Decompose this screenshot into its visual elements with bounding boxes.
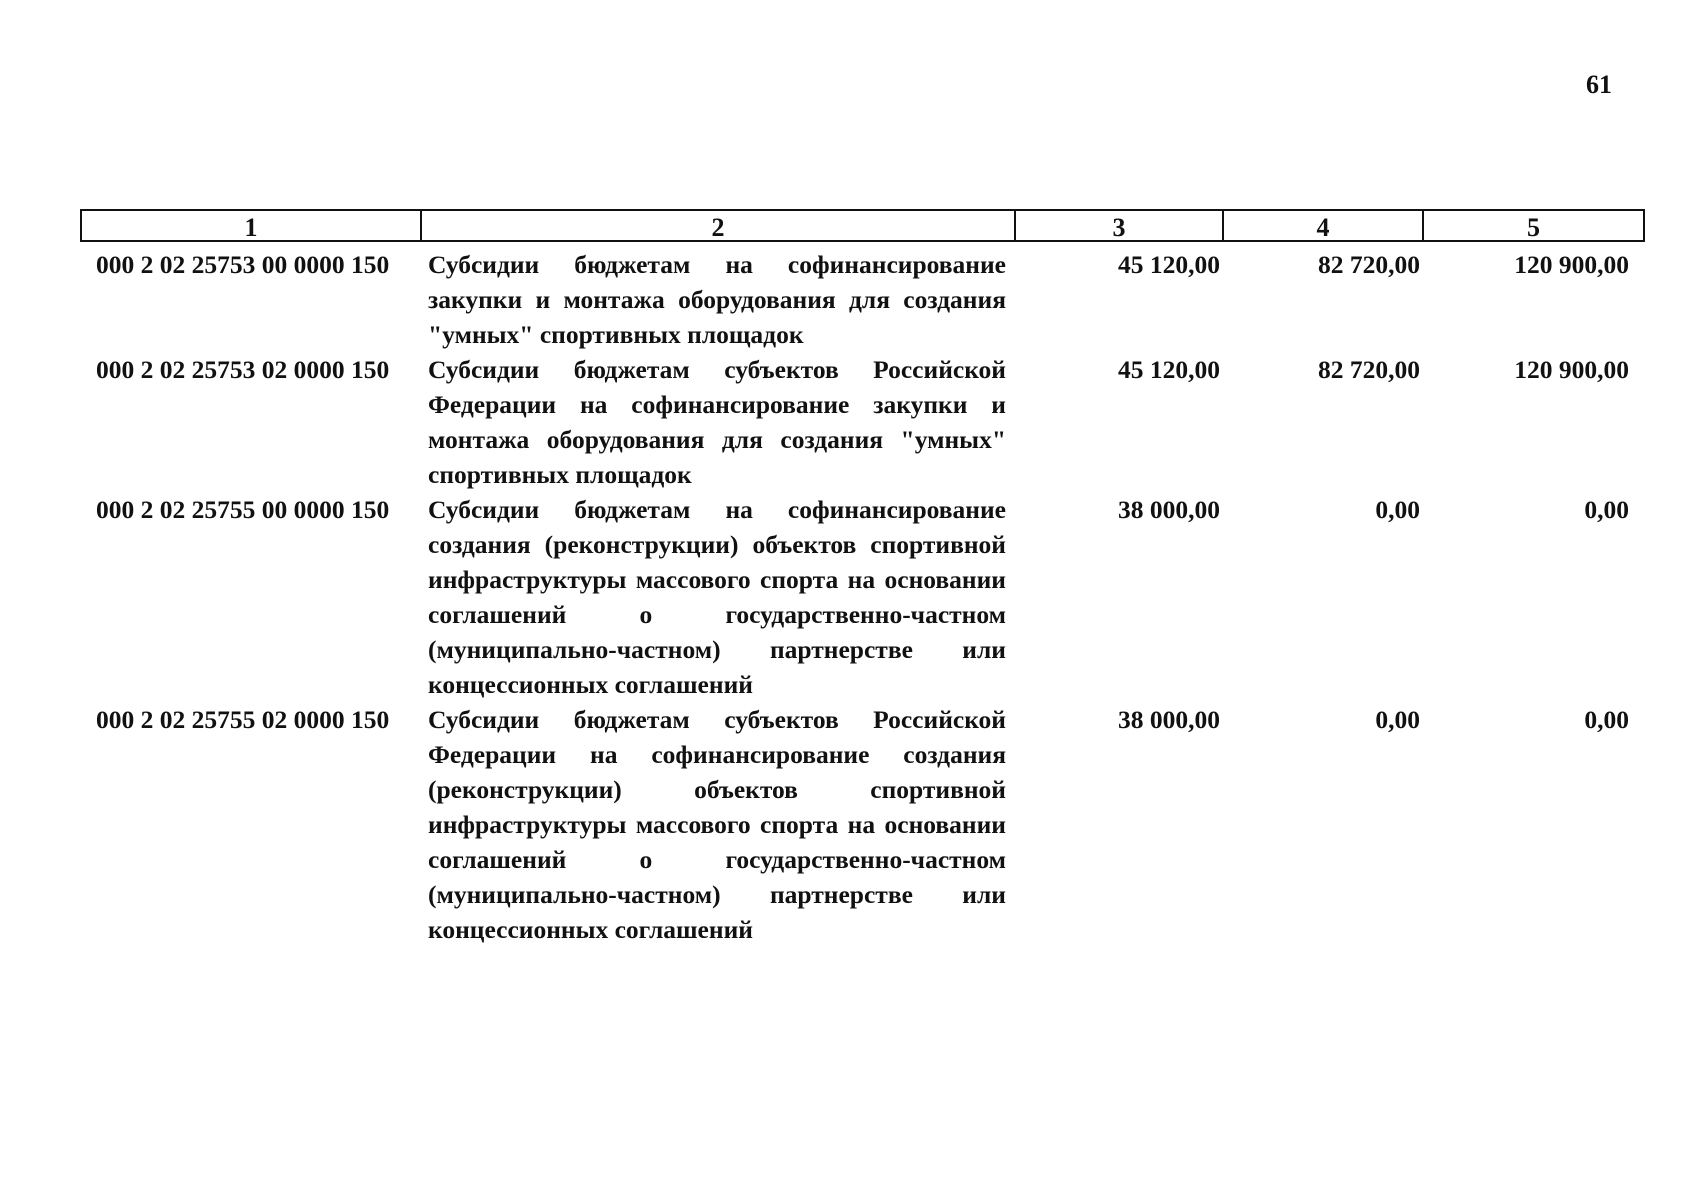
item-description: Субсидии бюджетам на софинансирование закупки и монтажа оборудования для создания "умных" спортивных площадок (428, 250, 1006, 349)
column-header-5: 5 (1527, 213, 1540, 242)
value-column-4: 82 720,00 (1318, 250, 1420, 279)
column-header-3: 3 (1016, 211, 1224, 240)
column-header-2: 2 (422, 211, 1016, 240)
column-header-1: 1 (82, 211, 422, 240)
table-row (80, 492, 1645, 702)
value-column-4: 0,00 (1375, 495, 1420, 524)
value-column-4: 0,00 (1375, 705, 1420, 734)
budget-code: 000 2 02 25755 00 0000 150 (96, 495, 390, 524)
value-column-4: 82 720,00 (1318, 355, 1420, 384)
table-row (80, 702, 1645, 947)
item-description: Субсидии бюджетам на софинансирование создания (реконструкции) объектов спортивной инфраструктуры массового спорта на основании соглашений о государственно-частном (муниципально-частном) партнерстве или концессионных соглашений (428, 495, 1006, 699)
value-column-3: 45 120,00 (1118, 250, 1220, 279)
value-column-5: 120 900,00 (1514, 250, 1629, 279)
budget-code: 000 2 02 25755 02 0000 150 (96, 705, 390, 734)
value-column-5: 0,00 (1584, 495, 1629, 524)
value-column-3: 38 000,00 (1118, 495, 1220, 524)
item-description: Субсидии бюджетам субъектов Российской Федерации на софинансирование создания (реконструкции) объектов спортивной инфраструктуры массового спорта на основании соглашений о государственно-частном (муниципально-частном) партнерстве или концессионных соглашений (428, 705, 1006, 944)
value-column-5: 120 900,00 (1514, 355, 1629, 384)
item-description: Субсидии бюджетам субъектов Российской Федерации на софинансирование закупки и монтажа оборудования для создания "умных" спортивных площадок (428, 355, 1006, 489)
table-header-row (80, 209, 1645, 242)
table-body (80, 247, 1645, 947)
budget-code: 000 2 02 25753 00 0000 150 (96, 250, 390, 279)
table-row (80, 247, 1645, 352)
column-header-4: 4 (1224, 211, 1424, 240)
value-column-3: 38 000,00 (1118, 705, 1220, 734)
value-column-5: 0,00 (1584, 705, 1629, 734)
table-row (80, 352, 1645, 492)
page-number: 61 (1586, 70, 1612, 99)
value-column-3: 45 120,00 (1118, 355, 1220, 384)
budget-code: 000 2 02 25753 02 0000 150 (96, 355, 390, 384)
